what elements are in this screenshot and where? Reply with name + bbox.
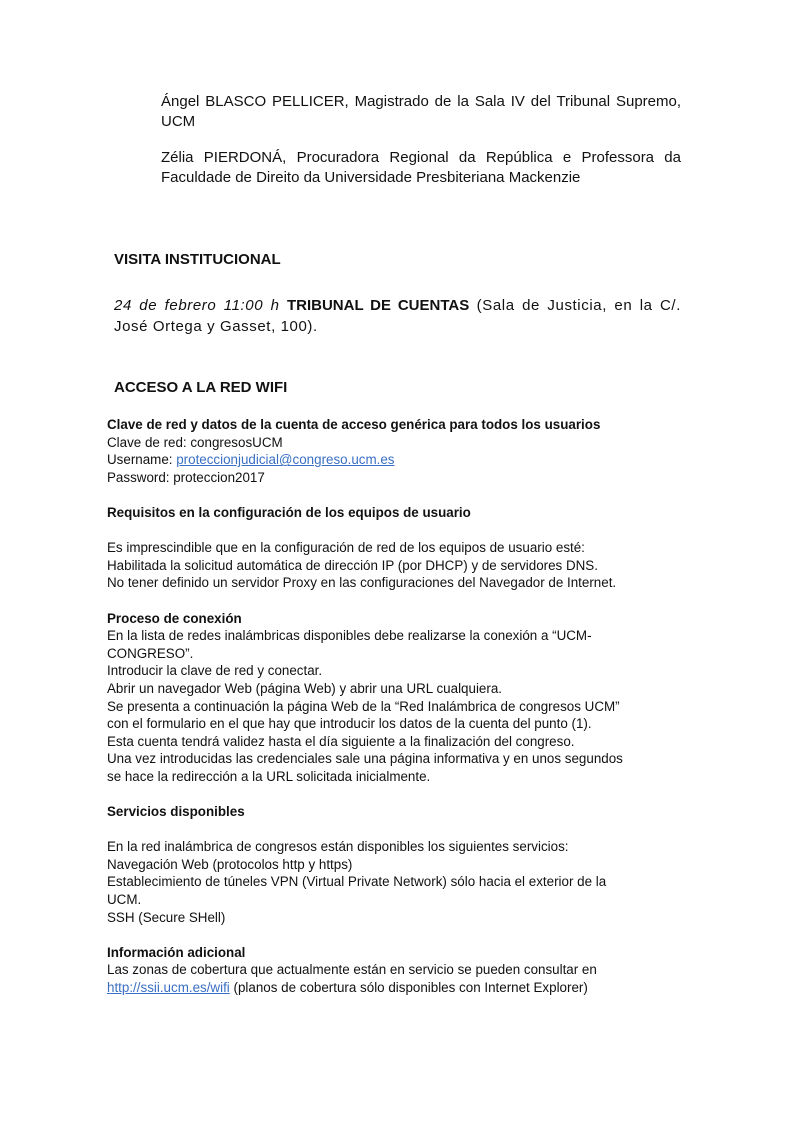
visita-place: TRIBUNAL DE CUENTAS [286,297,470,314]
username-label: Username: [107,452,177,468]
visita-date: 24 de febrero 11:00 h [114,297,280,314]
spacer [107,522,687,540]
visita-heading: VISITA INSTITUCIONAL [114,251,281,268]
services-title: Servicios disponibles [107,804,245,820]
speakers-section [161,92,681,188]
process-line: Se presenta a continuación la página Web de la “Red Inalámbrica de congresos UCM” [107,698,620,714]
services-line: Establecimiento de túneles VPN (Virtual Private Network) sólo hacia el exterior de la [107,874,607,890]
services-line: Navegación Web (protocolos http y https) [107,856,353,872]
spacer [107,926,687,944]
additional-title: Información adicional [107,944,246,960]
network-key-line: Clave de red: congresosUCM [107,434,283,450]
credentials-title: Clave de red y datos de la cuenta de acceso genérica para todos los usuarios [107,417,601,432]
services-line: UCM. [107,892,142,908]
wifi-heading: ACCESO A LA RED WIFI [114,379,288,396]
spacer [107,821,687,839]
requirements-line: No tener definido un servidor Proxy en las configuraciones del Navegador de Internet. [107,575,617,591]
username-line [107,451,687,469]
process-line: Introducir la clave de red y conectar. [107,663,323,679]
process-line: CONGRESO”. [107,645,194,661]
password-line: Password: proteccion2017 [107,469,265,485]
requirements-line: Es imprescindible que en la configuración de red de los equipos de usuario esté: [107,540,585,556]
speaker-2: Zélia PIERDONÁ, Procuradora Regional da República e Professora da Faculdade de Direito da Universidade Presbiteriana Mackenzie [161,149,681,186]
requirements-line: Habilitada la solicitud automática de dirección IP (por DHCP) y de servidores DNS. [107,557,598,573]
spacer [107,592,687,610]
requirements-title: Requisitos en la configuración de los equipos de usuario [107,504,471,520]
spacer [107,785,687,803]
spacer [107,486,687,504]
process-line: En la lista de redes inalámbricas disponibles debe realizarse la conexión a “UCM- [107,628,592,644]
process-line: con el formulario en el que hay que introducir los datos de la cuenta del punto (1). [107,716,592,732]
additional-line: Las zonas de cobertura que actualmente están en servicio se pueden consultar en [107,962,597,978]
additional-link-line [107,979,687,997]
username-email-link[interactable]: proteccionjudicial@congreso.ucm.es [176,452,395,468]
process-line: se hace la redirección a la URL solicitada inicialmente. [107,768,431,784]
visita-paragraph [114,295,681,337]
coverage-link[interactable]: http://ssii.ucm.es/wifi [107,980,230,995]
additional-line-rest: (planos de cobertura sólo disponibles con Internet Explorer) [229,980,588,995]
process-title: Proceso de conexión [107,610,242,626]
process-line: Una vez introducidas las credenciales sale una página informativa y en unos segundos [107,751,623,767]
speaker-1: Ángel BLASCO PELLICER, Magistrado de la Sala IV del Tribunal Supremo, UCM [161,93,681,130]
process-line: Esta cuenta tendrá validez hasta el día siguiente a la finalización del congreso. [107,733,575,749]
wifi-section [107,416,687,997]
services-line: SSH (Secure SHell) [107,909,226,925]
visita-details: (Sala de Justicia, en la C/. José Ortega y Gasset, 100). [114,297,681,335]
process-line: Abrir un navegador Web (página Web) y abrir una URL cualquiera. [107,680,502,696]
services-line: En la red inalámbrica de congresos están disponibles los siguientes servicios: [107,839,569,855]
